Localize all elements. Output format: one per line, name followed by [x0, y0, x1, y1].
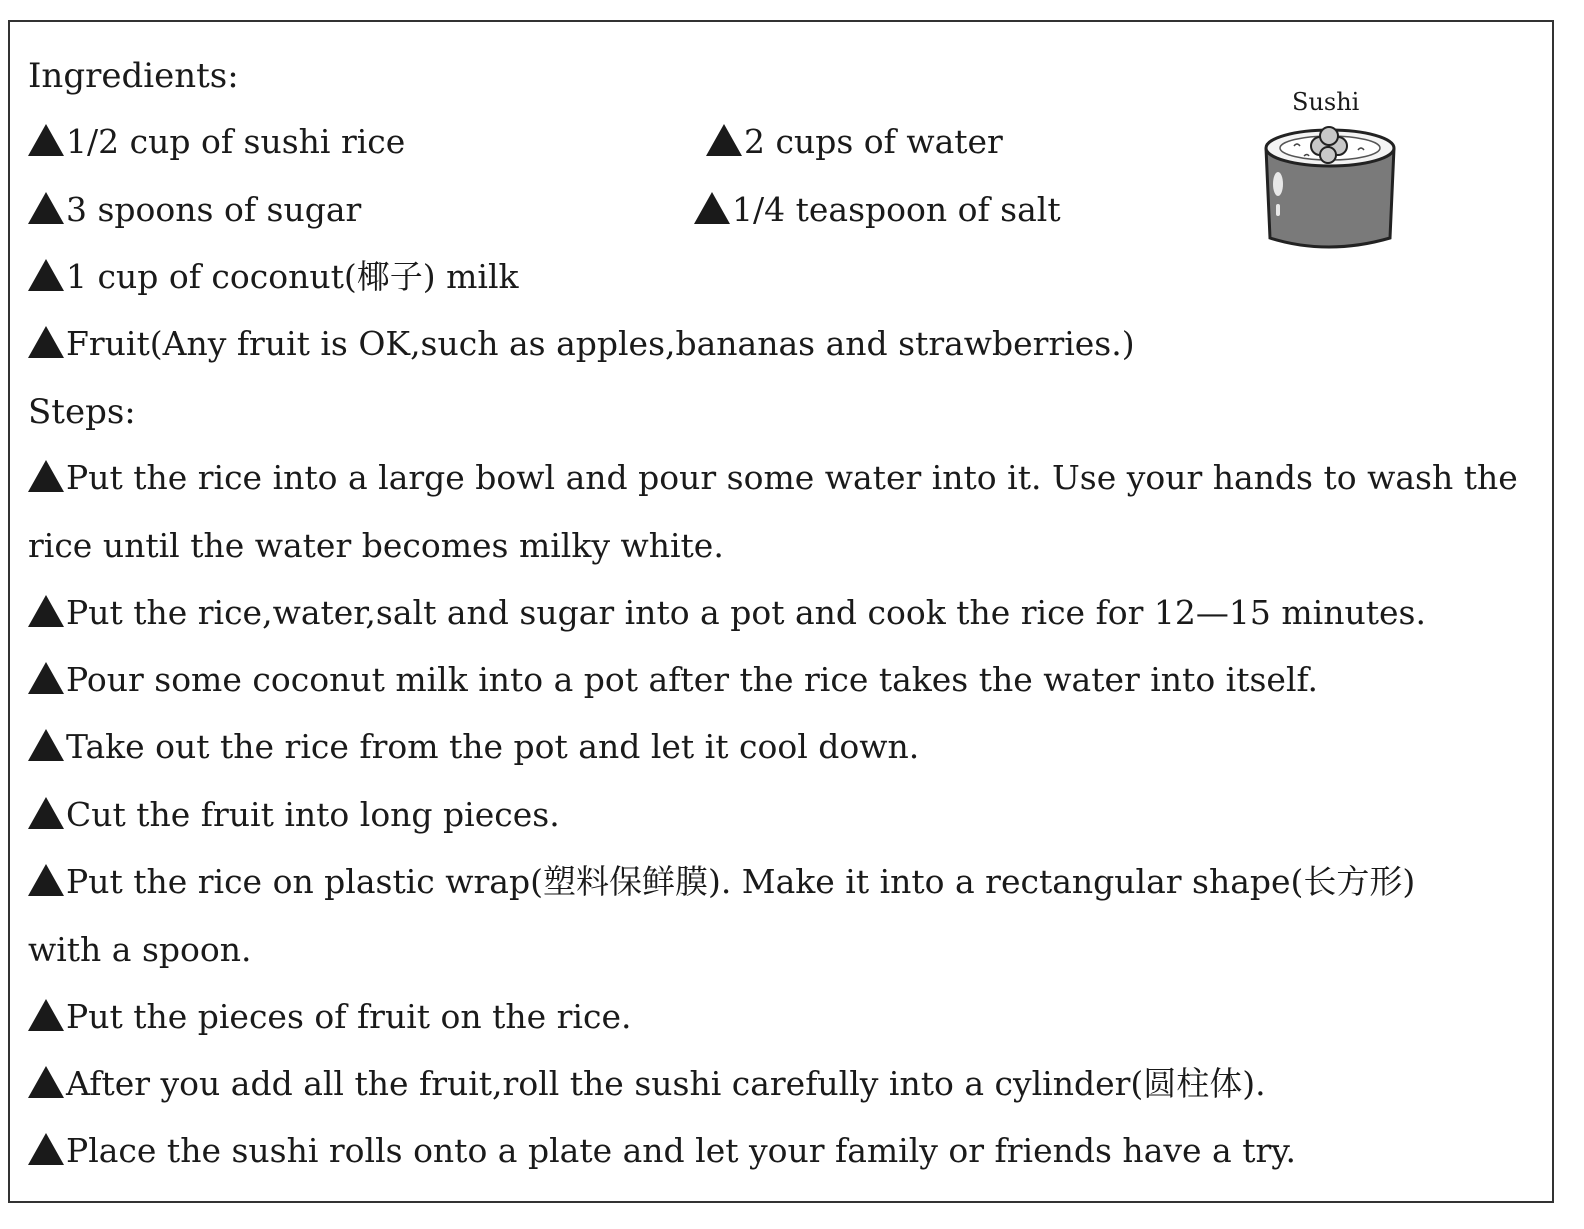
ingredient-item: Fruit(Any fruit is OK,such as apples,bananas and strawberries.) — [28, 324, 1135, 364]
bullet-triangle-icon — [28, 124, 64, 156]
ingredient-item: 2 cups of water — [706, 122, 1003, 162]
bullet-triangle-icon — [28, 729, 64, 761]
ingredient-item: 1 cup of coconut(椰子) milk — [28, 257, 519, 297]
sushi-label: Sushi — [1292, 88, 1360, 116]
step-line: Put the pieces of fruit on the rice. — [28, 997, 631, 1037]
step-line: with a spoon. — [28, 930, 252, 969]
bullet-triangle-icon — [28, 1066, 64, 1098]
step-line: Put the rice,water,salt and sugar into a pot and cook the rice for 12—15 minutes. — [28, 593, 1426, 633]
step-line: Place the sushi rolls onto a plate and let your family or friends have a try. — [28, 1131, 1296, 1171]
ingredients-heading: Ingredients: — [28, 56, 239, 96]
step-line: Put the rice on plastic wrap(塑料保鲜膜). Make it into a rectangular shape(长方形) — [28, 862, 1415, 902]
bullet-triangle-icon — [694, 192, 730, 224]
bullet-triangle-icon — [28, 864, 64, 896]
step-line: Cut the fruit into long pieces. — [28, 795, 560, 835]
ingredient-item: 3 spoons of sugar — [28, 190, 361, 230]
step-line: Put the rice into a large bowl and pour some water into it. Use your hands to wash the — [28, 458, 1518, 498]
bullet-triangle-icon — [28, 797, 64, 829]
bullet-triangle-icon — [28, 326, 64, 358]
step-line: After you add all the fruit,roll the sushi carefully into a cylinder(圆柱体). — [28, 1064, 1266, 1104]
sushi-roll-icon — [1258, 120, 1398, 250]
ingredient-item: 1/2 cup of sushi rice — [28, 122, 405, 162]
bullet-triangle-icon — [28, 999, 64, 1031]
bullet-triangle-icon — [28, 259, 64, 291]
step-line: Take out the rice from the pot and let it cool down. — [28, 727, 919, 767]
bullet-triangle-icon — [706, 124, 742, 156]
bullet-triangle-icon — [28, 662, 64, 694]
step-line: rice until the water becomes milky white. — [28, 526, 724, 565]
ingredient-item: 1/4 teaspoon of salt — [694, 190, 1061, 230]
steps-heading: Steps: — [28, 392, 136, 432]
bullet-triangle-icon — [28, 1133, 64, 1165]
bullet-triangle-icon — [28, 192, 64, 224]
bullet-triangle-icon — [28, 460, 64, 492]
step-line: Pour some coconut milk into a pot after the rice takes the water into itself. — [28, 660, 1318, 700]
bullet-triangle-icon — [28, 595, 64, 627]
